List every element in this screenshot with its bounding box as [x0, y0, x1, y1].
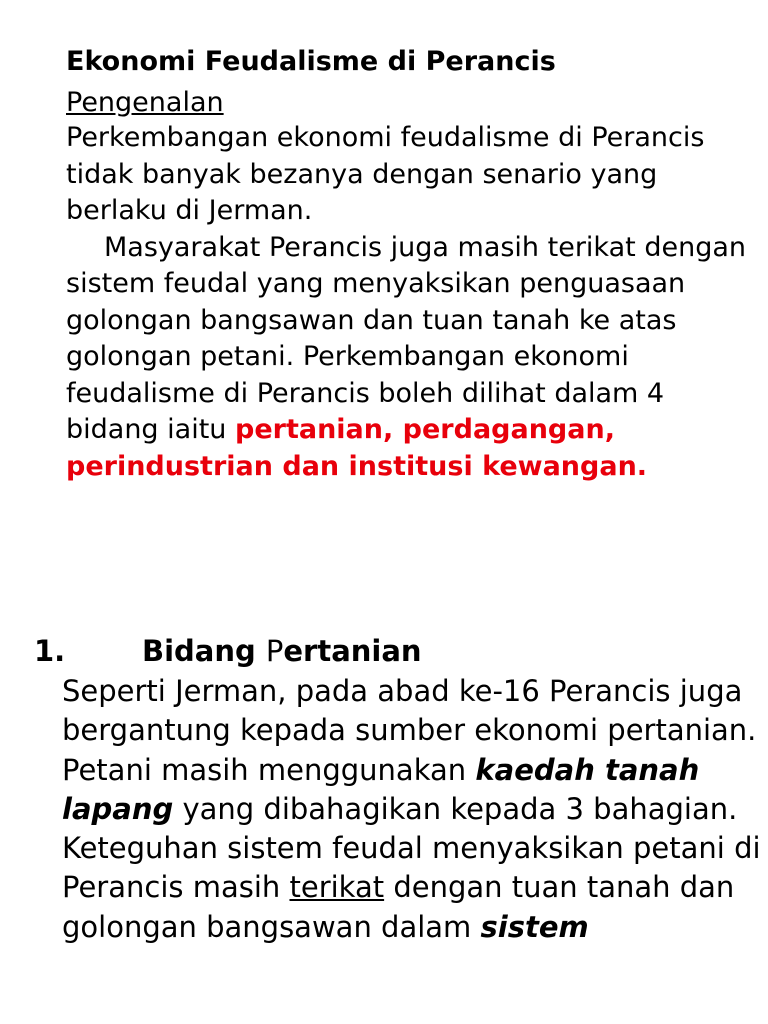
underlined-terikat: terikat: [289, 870, 385, 905]
section-1-title-rest: ertanian: [283, 634, 422, 668]
section-1-title-letter: P: [265, 634, 284, 668]
section-1-text-part3: dengan tuan tanah dan golongan bangsawan dalam: [62, 870, 735, 944]
term-sistem: sistem: [480, 909, 589, 944]
document-title: Ekonomi Feudalisme di Perancis: [66, 46, 556, 77]
highlighted-sectors: pertanian, perdagangan, perindustrian dan institusi kewangan.: [66, 414, 648, 482]
section-1-title-bold: Bidang: [142, 634, 266, 668]
section-1-text-part1: Seperti Jerman, pada abad ke-16 Perancis juga bergantung kepada sumber ekonomi pertanian. Petani masih menggunakan: [62, 674, 757, 787]
intro-text: [66, 120, 756, 485]
intro-paragraph-1: Perkembangan ekonomi feudalisme di Perancis tidak banyak bezanya dengan senario yang berlaku di Jerman.: [66, 122, 705, 226]
section-1-paragraph: [62, 672, 762, 947]
intro-paragraph-2: [66, 230, 756, 486]
section-1-title: [142, 634, 422, 668]
section-1-body: [62, 672, 762, 947]
term-kaedah-tanah-lapang: kaedah tanah lapang: [62, 752, 700, 826]
intro-paragraph-2-body: dengan sistem feudal yang menyaksikan penguasaan golongan bangsawan dan tuan tanah ke atas golongan petani. Perkembangan ekonomi feudalisme di Perancis boleh dilihat dalam 4 bidang iaitu: [66, 231, 746, 445]
section-heading-pengenalan: Pengenalan: [66, 87, 224, 118]
section-1-text-part2: yang dibahagikan kepada 3 bahagian. Keteguhan sistem feudal menyaksikan petani di Perancis masih: [62, 791, 761, 905]
section-1-number: 1.: [34, 634, 66, 668]
section-1-heading: [34, 631, 422, 671]
intro-paragraph-2-first-line: Masyarakat Perancis juga masih terikat: [104, 231, 636, 263]
